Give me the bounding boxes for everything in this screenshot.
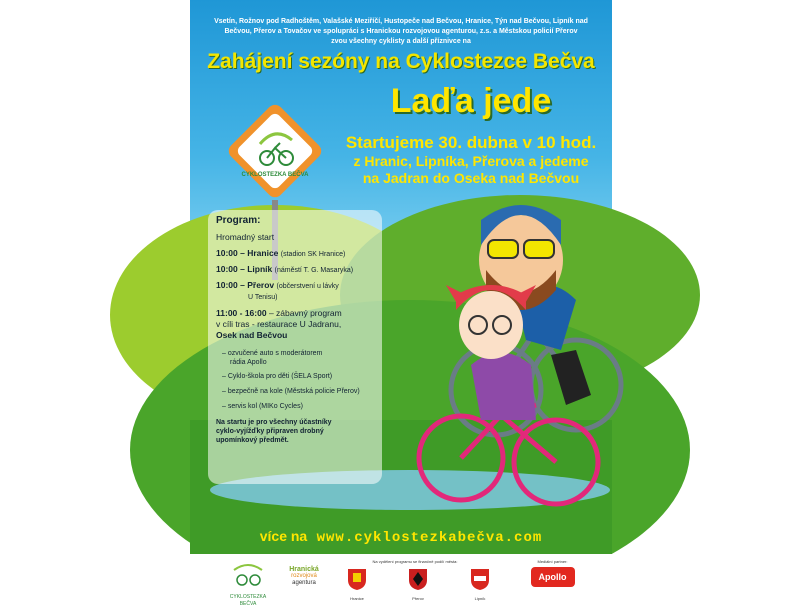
program-panel	[208, 210, 382, 484]
start-info	[340, 133, 602, 187]
agentura-line-3: agentura	[292, 580, 316, 586]
lipnik-crest-icon	[468, 567, 492, 591]
start-line-3: na Jadran do Oseka nad Bečvou	[362, 170, 580, 186]
program-item-2: – Cyklo-škola pro děti (ŠELA Sport)	[222, 373, 333, 380]
program-main-line-3: Osek nad Bečvou	[216, 330, 288, 340]
cyklostezka-logo	[228, 560, 268, 608]
intro-line-3: zvou všechny cyklisty a další příznivce na	[331, 38, 471, 45]
slogan: Laďa jede	[390, 82, 552, 120]
program-item-1: – ozvučené auto s moderátorem	[222, 350, 323, 357]
sign-text: CYKLOSTEZKA BEČVA	[241, 172, 309, 178]
hranice-crest-icon	[345, 567, 369, 591]
apollo-text: Apollo	[538, 572, 567, 582]
lipnik-crest	[468, 567, 492, 602]
partner-label: Mediální partner:	[537, 559, 568, 564]
website-prefix: více na	[259, 528, 308, 544]
apollo-logo	[525, 558, 580, 587]
program-stop-prerov: 10:00 – Přerov (občerstvení u lávky	[216, 280, 339, 290]
intro-text	[200, 17, 602, 47]
poster-title: Zahájení sezóny na Cyklostezce Bečva	[207, 50, 595, 73]
program-mass-start: Hromadný start	[216, 232, 275, 242]
agentura-line-1: Hranická	[289, 566, 319, 573]
program-item-3: – bezpečně na kole (Městská policie Přerov)	[222, 388, 360, 395]
hranice-label: Hranice	[350, 596, 364, 601]
start-line-1: Startujeme 30. dubna v 10 hod.	[345, 133, 597, 152]
program-item-1b: rádia Apollo	[230, 359, 267, 366]
agentura-logo	[284, 560, 324, 587]
cyklostezka-logo-text: CYKLOSTEZKA BEČVA	[229, 594, 267, 607]
website-link[interactable]	[190, 528, 612, 546]
program-main-line-2: v cíli tras - restaurace U Jadranu,	[216, 319, 342, 329]
cities-support	[340, 558, 490, 565]
prerov-crest-icon	[406, 567, 430, 591]
intro-line-2: Bečvou, Přerov a Tovačov ve spolupráci s Hranickou rozvojovou agenturou, z.s. a Městskou policií Přerov	[224, 28, 578, 35]
lipnik-label: Lipník	[474, 596, 486, 601]
program-main-time: 11:00 - 16:00 – zábavný program	[216, 308, 342, 318]
program-note: Na startu je pro všechny účastníky cyklo-vyjížďky připraven drobný upomínkový předmět.	[216, 419, 332, 444]
cyclists-illustration	[386, 190, 616, 530]
program-stop-hranice: 10:00 – Hranice (stadion SK Hranice)	[216, 248, 346, 258]
support-text: Na vydělení programu se finančně podílí města:	[372, 559, 458, 564]
prerov-crest	[406, 567, 430, 602]
event-poster	[190, 0, 612, 607]
program-item-4: – servis kol (MIKo Cycles)	[222, 403, 303, 410]
start-line-2: z Hranic, Lipníka, Přerova a jedeme	[353, 153, 589, 169]
apollo-badge	[531, 567, 575, 587]
cyklostezka-sign-logo	[220, 96, 330, 206]
agentura-line-2: rozvojová	[291, 573, 317, 579]
prerov-label: Přerov	[412, 596, 424, 601]
program-heading: Program:	[216, 215, 261, 226]
intro-line-1: Vsetín, Rožnov pod Radhoštěm, Valašské Meziříčí, Hustopeče nad Bečvou, Hranice, Týn nad Bečvou, Lipník nad	[214, 18, 588, 25]
program-stop-lipnik: 10:00 – Lipník (náměstí T. G. Masaryka)	[216, 264, 354, 274]
hranice-crest	[345, 567, 369, 602]
website-url[interactable]: www.cyklostezkabečva.com	[316, 530, 543, 546]
program-stop-prerov-detail: U Tenisu)	[248, 294, 278, 301]
cyklostezka-emblem-icon	[228, 560, 268, 590]
